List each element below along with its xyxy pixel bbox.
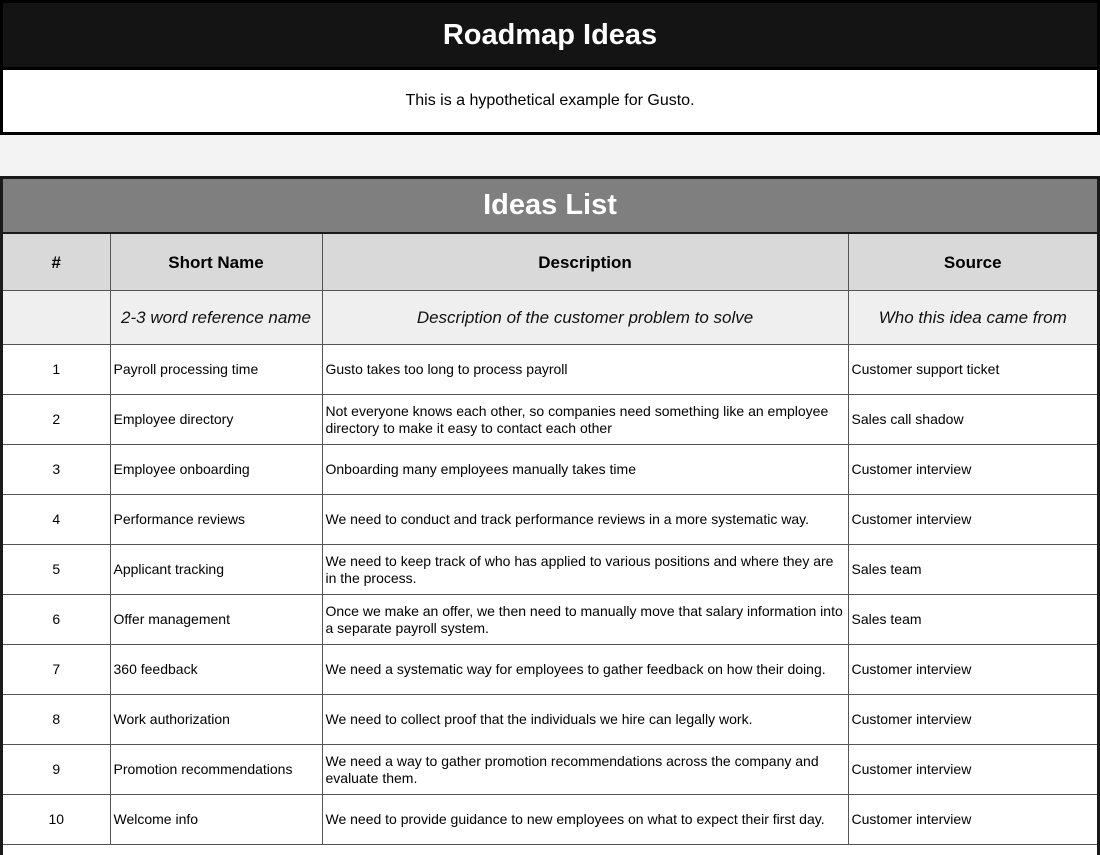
column-header-source: Source [848,234,1097,291]
row-source: Sales team [848,545,1097,595]
row-source: Customer interview [848,445,1097,495]
page-subtitle: This is a hypothetical example for Gusto. [405,92,695,109]
row-number: 6 [3,595,110,645]
table-row [3,395,1097,445]
hint-source: Who this idea came from [848,291,1097,345]
row-description: We need a way to gather promotion recommendations across the company and evaluate them. [322,745,848,795]
row-short-name: Work authorization [110,695,322,745]
row-source: Customer interview [848,695,1097,745]
row-short-name: Employee onboarding [110,445,322,495]
row-description: Gusto takes too long to process payroll [322,345,848,395]
row-number: 10 [3,795,110,845]
table-hint-row [3,291,1097,345]
row-number: 5 [3,545,110,595]
row-short-name: Offer management [110,595,322,645]
table-row [3,795,1097,845]
row-source: Customer interview [848,645,1097,695]
hint-short-name: 2-3 word reference name [110,291,322,345]
row-number: 7 [3,645,110,695]
table-row [3,345,1097,395]
row-short-name: Applicant tracking [110,545,322,595]
row-source: Customer interview [848,795,1097,845]
row-description: Once we make an offer, we then need to manually move that salary information into a separate payroll system. [322,595,848,645]
table-row [3,645,1097,695]
table-header-row [3,234,1097,291]
row-source: Customer support ticket [848,345,1097,395]
row-number: 8 [3,695,110,745]
row-short-name: Promotion recommendations [110,745,322,795]
row-description: We need to collect proof that the individuals we hire can legally work. [322,695,848,745]
table-row [3,495,1097,545]
row-number: 2 [3,395,110,445]
table-row [3,545,1097,595]
row-description: We need to keep track of who has applied to various positions and where they are in the process. [322,545,848,595]
table-row [3,745,1097,795]
row-source: Customer interview [848,495,1097,545]
row-source: Customer interview [848,745,1097,795]
row-description: We need to provide guidance to new employees on what to expect their first day. [322,795,848,845]
column-header-number: # [3,234,110,291]
hint-description: Description of the customer problem to solve [322,291,848,345]
column-header-short-name: Short Name [110,234,322,291]
ideas-table [3,234,1097,845]
row-description: Onboarding many employees manually takes time [322,445,848,495]
row-number: 3 [3,445,110,495]
ideas-list-section [0,176,1100,855]
hint-number [3,291,110,345]
row-short-name: Welcome info [110,795,322,845]
table-row [3,695,1097,745]
row-short-name: Performance reviews [110,495,322,545]
row-number: 9 [3,745,110,795]
row-short-name: Employee directory [110,395,322,445]
row-description: We need a systematic way for employees to gather feedback on how their doing. [322,645,848,695]
column-header-description: Description [322,234,848,291]
table-row [3,595,1097,645]
row-number: 4 [3,495,110,545]
row-description: Not everyone knows each other, so companies need something like an employee directory to make it easy to contact each other [322,395,848,445]
roadmap-header [0,0,1100,135]
page-title: Roadmap Ideas [3,3,1097,70]
row-number: 1 [3,345,110,395]
table-row [3,445,1097,495]
row-source: Sales call shadow [848,395,1097,445]
row-short-name: 360 feedback [110,645,322,695]
row-source: Sales team [848,595,1097,645]
ideas-list-title: Ideas List [3,179,1097,234]
row-short-name: Payroll processing time [110,345,322,395]
row-description: We need to conduct and track performance reviews in a more systematic way. [322,495,848,545]
